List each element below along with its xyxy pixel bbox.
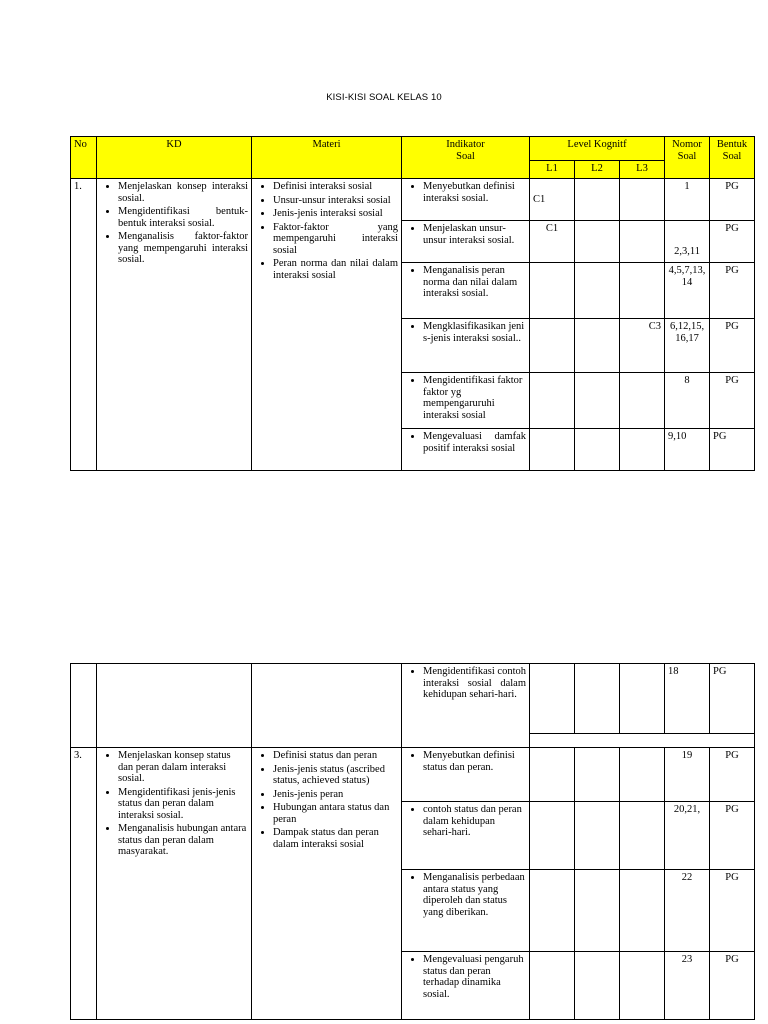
- level-l3-cell: C3: [620, 319, 665, 373]
- nomor-cell: 1: [665, 179, 710, 221]
- list-item: • Unsur-unsur interaksi sosial: [273, 195, 398, 207]
- list-item: • Menyebutkan definisi status dan peran.: [423, 750, 526, 773]
- header-bentuk-line2: Soal: [722, 150, 742, 162]
- level-l3-cell: [620, 748, 665, 802]
- list-item: • Mengklasifikasikan jenis-jenis interaksi sosial..: [423, 321, 526, 344]
- list-item: • Menjelaskan konsep status dan peran dalam interaksi sosial.: [118, 750, 248, 785]
- list-item: • Peran norma dan nilai dalam interaksi sosial: [273, 258, 398, 281]
- header-indikator-line2: Soal: [456, 150, 475, 162]
- level-l2-cell: [575, 952, 620, 1020]
- indikator-cell: [402, 870, 530, 952]
- level-l1-cell: [530, 802, 575, 870]
- list-item: • Jenis-jenis interaksi sosial: [273, 208, 398, 220]
- level-l3-cell: [620, 373, 665, 429]
- level-l1-cell: [530, 748, 575, 802]
- spacer-cell: [530, 734, 755, 748]
- nomor-cell: 6,12,15,16,17: [665, 319, 710, 373]
- level-l1-cell: [530, 870, 575, 952]
- kd-cell: [97, 664, 252, 748]
- level-l1-cell: [530, 373, 575, 429]
- level-l3-cell: [620, 870, 665, 952]
- header-nomor-line2: Soal: [677, 150, 697, 162]
- level-l3-cell: [620, 952, 665, 1020]
- nomor-cell: 18: [665, 664, 710, 734]
- header-nomor: [665, 137, 710, 179]
- nomor-cell: 20,21,: [665, 802, 710, 870]
- level-l1-cell: [530, 664, 575, 734]
- indikator-cell: [402, 664, 530, 748]
- list-item: • Dampak status dan peran dalam interaksi sosial: [273, 827, 398, 850]
- indikator-cell: [402, 429, 530, 471]
- list-item: • Mengidentifikasi faktor faktor yg mempengaruruhi interaksi sosial: [423, 375, 526, 421]
- bentuk-cell: PG: [710, 748, 755, 802]
- row-no: [71, 664, 97, 748]
- level-l2-cell: [575, 802, 620, 870]
- kisi-kisi-table-page-1: [70, 136, 755, 471]
- level-l1-cell: [530, 263, 575, 319]
- row-no: 3.: [71, 748, 97, 1020]
- level-l2-cell: [575, 263, 620, 319]
- list-item: • Menganalisis hubungan antara status dan peran dalam masyarakat.: [118, 823, 248, 858]
- level-l3-cell: [620, 221, 665, 263]
- bentuk-cell: PG: [710, 373, 755, 429]
- bentuk-cell: PG: [710, 802, 755, 870]
- bentuk-cell: PG: [710, 221, 755, 263]
- header-l2: L2: [575, 161, 620, 179]
- header-level: Level Kognitf: [530, 137, 665, 161]
- level-l3-cell: [620, 179, 665, 221]
- header-no: No: [71, 137, 97, 179]
- indikator-cell: [402, 263, 530, 319]
- nomor-cell: 22: [665, 870, 710, 952]
- list-item: • Mengidentifikasi jenis-jenis status dan peran dalam interaksi sosial.: [118, 787, 248, 822]
- header-bentuk: [710, 137, 755, 179]
- bentuk-cell: PG: [710, 429, 755, 471]
- level-l2-cell: [575, 373, 620, 429]
- bentuk-cell: PG: [710, 664, 755, 734]
- level-l2-cell: [575, 221, 620, 263]
- list-item: • Definisi status dan peran: [273, 750, 398, 762]
- level-l1-cell: [530, 319, 575, 373]
- header-indikator-line1: Indikator: [446, 139, 485, 150]
- header-indikator: [402, 137, 530, 179]
- header-nomor-line1: Nomor: [672, 139, 702, 150]
- list-item: • Mengidentifikasi contoh interaksi sosial dalam kehidupan sehari-hari.: [423, 666, 526, 701]
- level-l2-cell: [575, 664, 620, 734]
- level-l2-cell: [575, 179, 620, 221]
- list-item: • Jenis-jenis status (ascribed status, achieved status): [273, 764, 398, 787]
- nomor-cell: 23: [665, 952, 710, 1020]
- bentuk-cell: PG: [710, 263, 755, 319]
- list-item: • Hubungan antara status dan peran: [273, 802, 398, 825]
- level-l3-cell: [620, 664, 665, 734]
- row-no: 1.: [71, 179, 97, 471]
- list-item: • Mengevaluasi damfak positif interaksi sosial: [423, 431, 526, 454]
- materi-cell: [252, 748, 402, 1020]
- bentuk-cell: PG: [710, 952, 755, 1020]
- indikator-cell: [402, 748, 530, 802]
- list-item: • Mengidentifikasi bentuk-bentuk interaksi sosial.: [118, 206, 248, 229]
- nomor-cell: 19: [665, 748, 710, 802]
- level-l2-cell: [575, 319, 620, 373]
- list-item: • Definisi interaksi sosial: [273, 181, 398, 193]
- nomor-cell: 8: [665, 373, 710, 429]
- level-l3-cell: [620, 802, 665, 870]
- bentuk-cell: PG: [710, 179, 755, 221]
- header-kd: KD: [97, 137, 252, 179]
- nomor-cell: 2,3,11: [665, 221, 710, 263]
- level-l1-cell: [530, 952, 575, 1020]
- indikator-cell: [402, 319, 530, 373]
- list-item: • Menganalisis perbedaan antara status yang diperoleh dan status yang diberikan.: [423, 872, 526, 918]
- header-l1: L1: [530, 161, 575, 179]
- level-l3-cell: [620, 263, 665, 319]
- table-row: [71, 748, 755, 802]
- level-l1-cell: C1: [530, 179, 575, 221]
- indikator-cell: [402, 373, 530, 429]
- kd-cell: [97, 748, 252, 1020]
- list-item: • Mengevaluasi pengaruh status dan peran terhadap dinamika sosial.: [423, 954, 526, 1000]
- level-l2-cell: [575, 870, 620, 952]
- level-l3-cell: [620, 429, 665, 471]
- list-item: • Menyebutkan definisi interaksi sosial.: [423, 181, 526, 204]
- list-item: • Jenis-jenis peran: [273, 789, 398, 801]
- document-title: KISI-KISI SOAL KELAS 10: [326, 92, 442, 103]
- indikator-cell: [402, 952, 530, 1020]
- kd-cell: [97, 179, 252, 471]
- list-item: • Menganalisis faktor-faktor yang mempengaruhi interaksi sosial.: [118, 231, 248, 266]
- materi-cell: [252, 664, 402, 748]
- indikator-cell: [402, 221, 530, 263]
- bentuk-cell: PG: [710, 319, 755, 373]
- nomor-cell: 9,10: [665, 429, 710, 471]
- header-bentuk-line1: Bentuk: [716, 139, 748, 150]
- list-item: • contoh status dan peran dalam kehidupan sehari-hari.: [423, 804, 526, 839]
- level-l2-cell: [575, 748, 620, 802]
- list-item: • Menganalisis peran norma dan nilai dalam interaksi sosial.: [423, 265, 526, 300]
- indikator-cell: [402, 179, 530, 221]
- bentuk-cell: PG: [710, 870, 755, 952]
- list-item: • Menjelaskan konsep interaksi sosial.: [118, 181, 248, 204]
- materi-cell: [252, 179, 402, 471]
- nomor-cell: 4,5,7,13,14: [665, 263, 710, 319]
- table-row: [71, 664, 755, 734]
- indikator-cell: [402, 802, 530, 870]
- kisi-kisi-table-page-2: [70, 663, 755, 1020]
- table-row: [71, 179, 755, 221]
- header-materi: Materi: [252, 137, 402, 179]
- level-l1-cell: [530, 429, 575, 471]
- level-l2-cell: [575, 429, 620, 471]
- list-item: • Faktor-faktor yang mempengaruhi interaksi sosial: [273, 222, 398, 257]
- list-item: • Menjelaskan unsur-unsur interaksi sosial.: [423, 223, 526, 246]
- level-l1-cell: C1: [530, 221, 575, 263]
- header-l3: L3: [620, 161, 665, 179]
